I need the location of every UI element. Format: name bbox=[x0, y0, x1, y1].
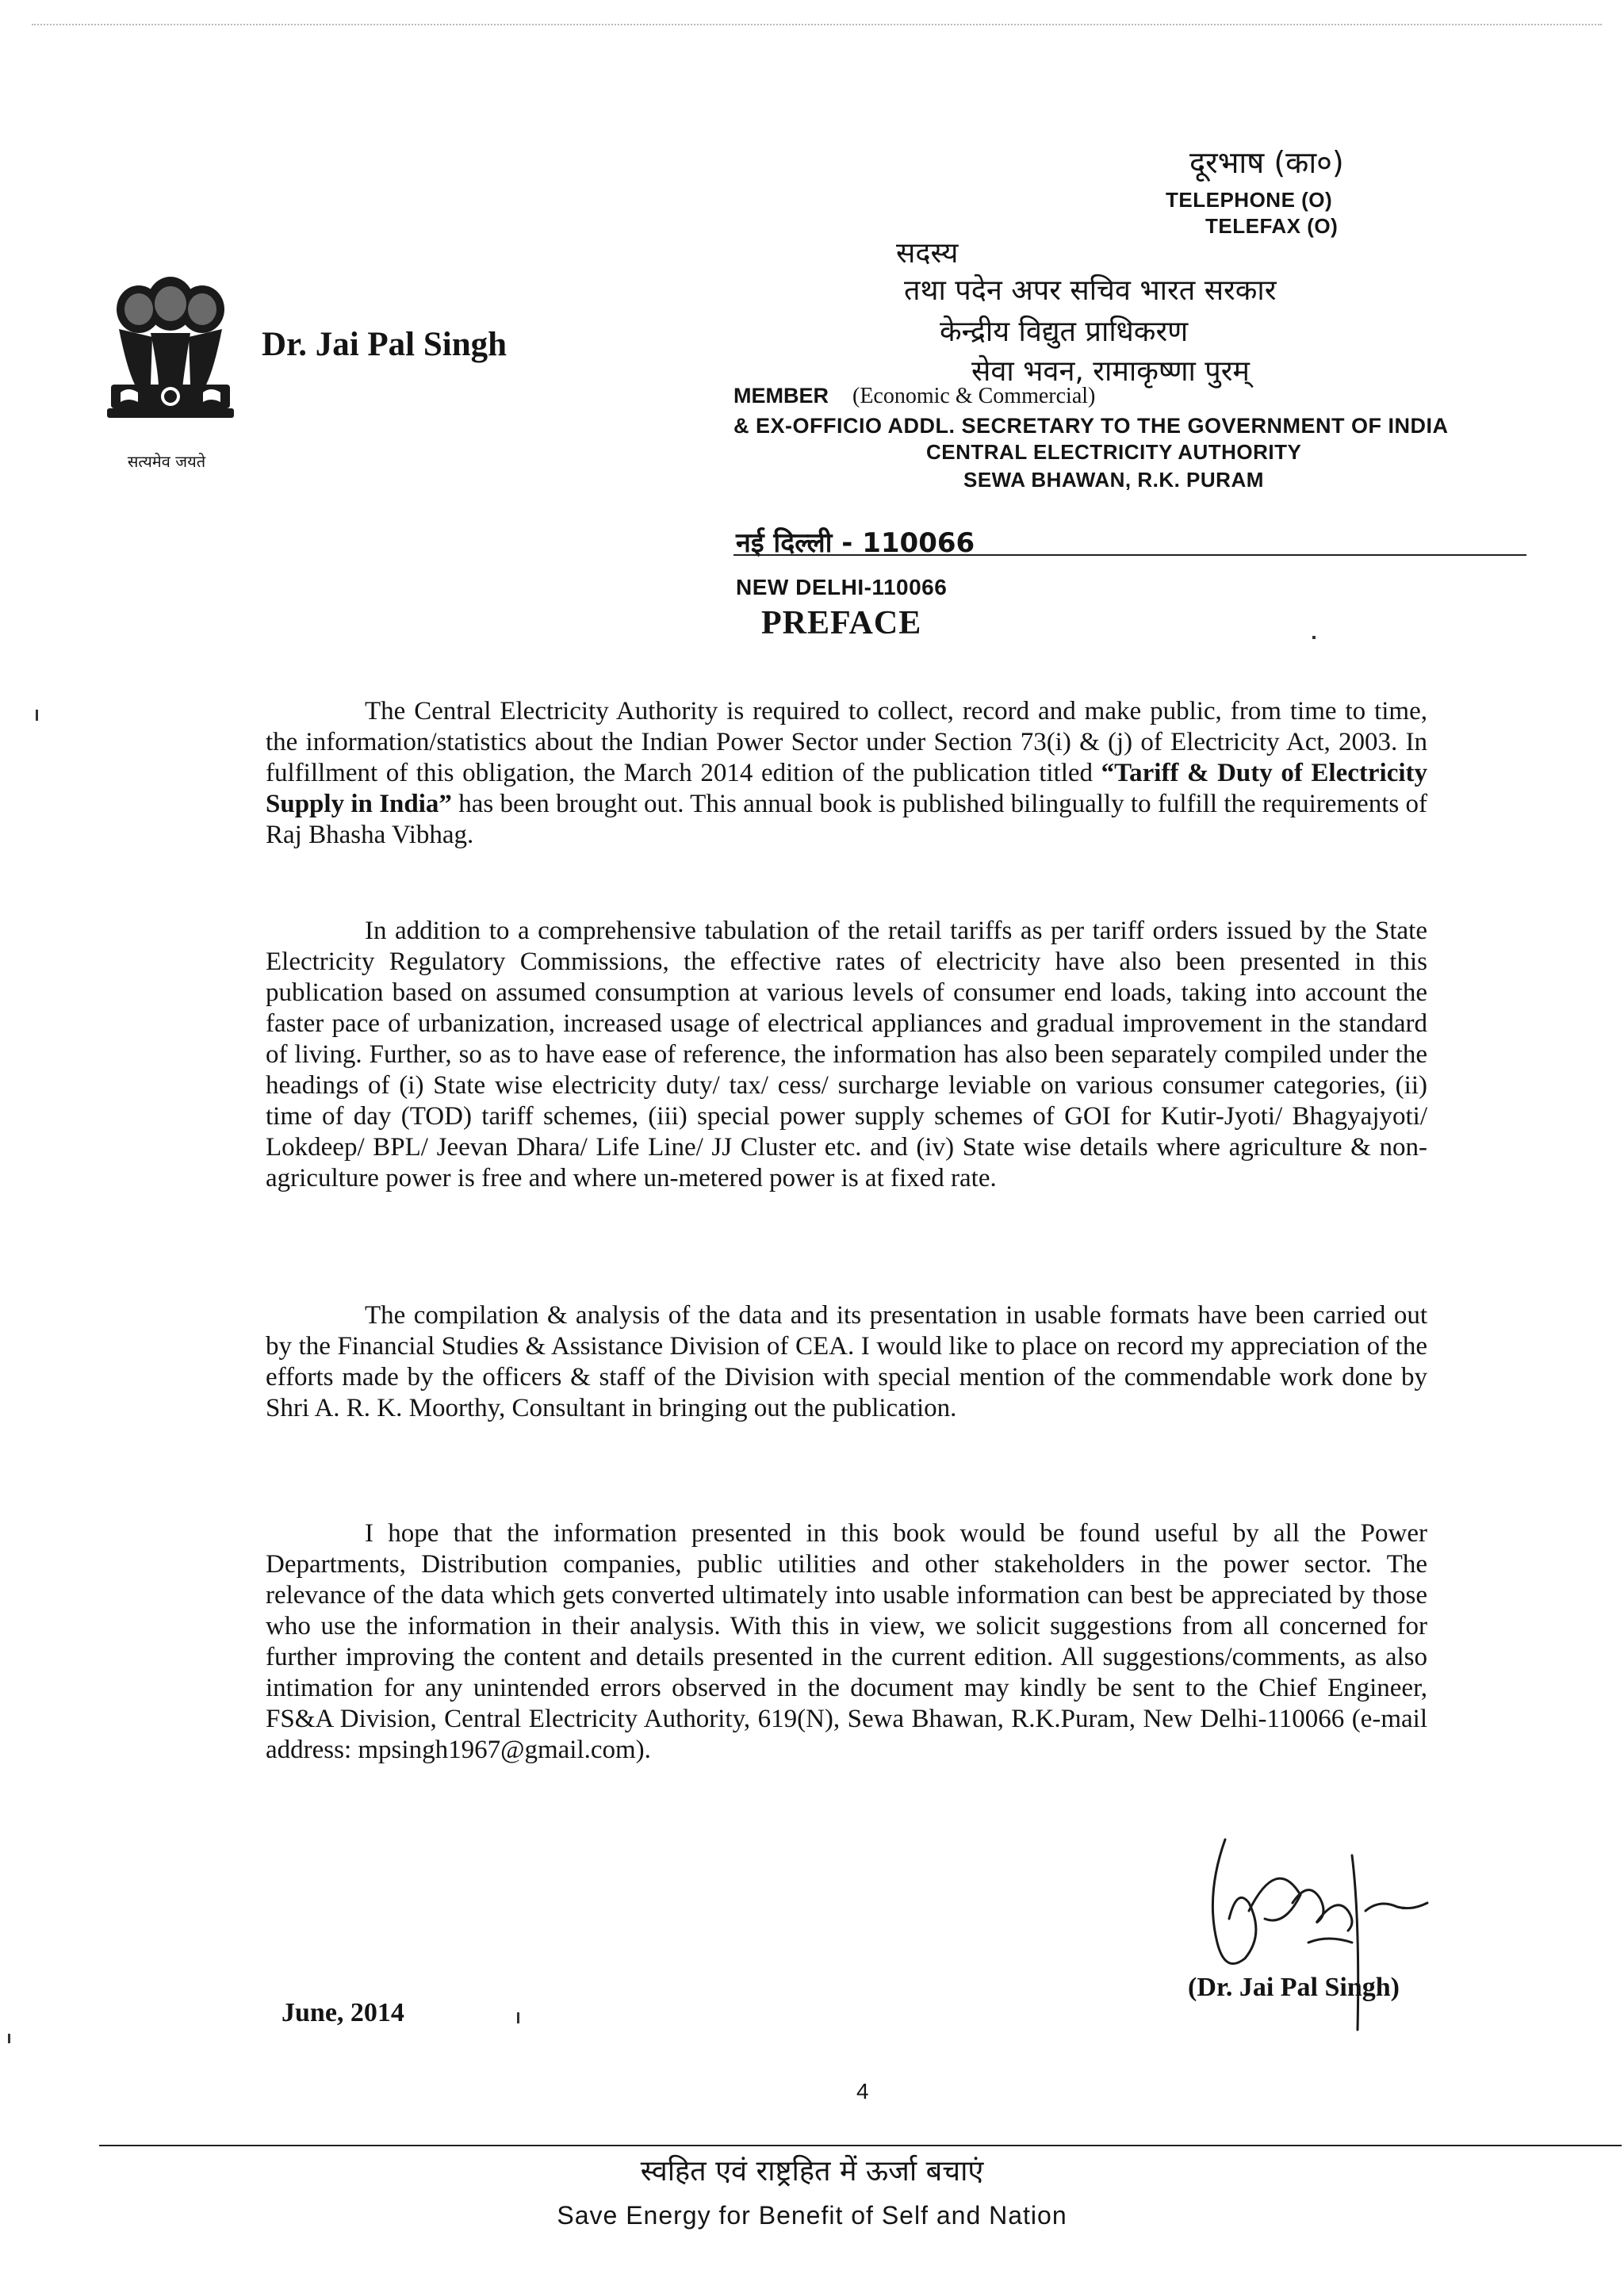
member-hindi: सदस्य bbox=[896, 237, 959, 270]
address-english: SEWA BHAWAN, R.K. PURAM bbox=[963, 468, 1264, 492]
member-role: (Economic & Commercial) bbox=[852, 384, 1096, 408]
scan-speck bbox=[517, 2012, 519, 2023]
telefax-label: TELEFAX (O) bbox=[1205, 214, 1339, 238]
scan-speck bbox=[36, 710, 38, 721]
address-hindi: सेवा भवन, रामाकृष्णा पुरम् bbox=[971, 355, 1250, 388]
telephone-hindi: दूरभाष (का०) bbox=[1189, 145, 1344, 180]
signatory-name: (Dr. Jai Pal Singh) bbox=[1188, 1973, 1400, 2002]
letterhead-name: Dr. Jai Pal Singh bbox=[262, 326, 508, 363]
scan-top-edge bbox=[32, 24, 1602, 27]
page-title: PREFACE bbox=[761, 605, 922, 641]
national-emblem-icon bbox=[103, 274, 238, 468]
city-hindi: नई दिल्ली - 110066 bbox=[736, 527, 975, 559]
authority-english: CENTRAL ELECTRICITY AUTHORITY bbox=[926, 440, 1302, 464]
paragraph-2 bbox=[266, 916, 1427, 1194]
authority-hindi: केन्द्रीय विद्युत प्राधिकरण bbox=[940, 316, 1189, 348]
footer-slogan-english: Save Energy for Benefit of Self and Nation bbox=[557, 2201, 1067, 2230]
designation-hindi: तथा पदेन अपर सचिव भारत सरकार bbox=[904, 274, 1277, 307]
telephone-label: TELEPHONE (O) bbox=[1166, 188, 1333, 212]
footer-rule bbox=[99, 2145, 1622, 2146]
member-line bbox=[733, 384, 1095, 409]
paragraph-1 bbox=[266, 696, 1427, 851]
scan-speck bbox=[1312, 636, 1316, 639]
paragraph-2-text: In addition to a comprehensive tabulation of the retail tariffs as per tariff orders issued by the State Electricity Regulatory Commissions, the effective rates of electricity have also been presented in this publication based on assumed consumption at various levels of consumer end loads, taking into account the faster pace of urbanization, increased usage of electrical appliances and gradual improvement in the standard of living. Further, so as to have ease of reference, the information has also been separately compiled under the headings of (i) State wise electricity duty/ tax/ cess/ surcharge leviable on various consumer categories, (ii) time of day (TOD) tariff schemes, (iii) special power supply schemes of GOI for Kutir-Jyoti/ Bhagyajyoti/ Lokdeep/ BPL/ Jeevan Dhara/ Life Line/ JJ Cluster etc. and (iv) State wise details where agriculture & non-agriculture power is free and where un-metered power is at fixed rate. bbox=[266, 917, 1427, 1192]
scan-speck bbox=[8, 2034, 10, 2043]
page-number: 4 bbox=[856, 2079, 869, 2104]
member-label: MEMBER bbox=[733, 384, 829, 408]
designation-english: & EX-OFFICIO ADDL. SECRETARY TO THE GOVERNMENT OF INDIA bbox=[733, 414, 1449, 438]
paragraph-3 bbox=[266, 1300, 1427, 1424]
paragraph-3-text: The compilation & analysis of the data and its presentation in usable formats have been carried out by the Financial Studies & Assistance Division of CEA. I would like to place on record my appreciation of the efforts made by the officers & staff of the Division with special mention of the commendable work done by Shri A. R. K. Moorthy, Consultant in bringing out the publication. bbox=[266, 1301, 1427, 1422]
emblem-motto: सत्यमेव जयते bbox=[127, 452, 206, 471]
handwritten-signature bbox=[1189, 1824, 1443, 2046]
paragraph-1-text-a: The Central Electricity Authority is required to collect, record and make public, from time to time, the information/statistics about the Indian Power Sector under Section 73(i) & (j) of Electricity Act, 2003. In fulfillment of this obligation, the March 2014 edition of the publication titled bbox=[266, 697, 1427, 787]
paragraph-4 bbox=[266, 1518, 1427, 1766]
paragraph-1-text-b: has been brought out. This annual book is published bilingually to fulfill the requirements of Raj Bhasha Vibhag. bbox=[266, 790, 1427, 849]
header-rule bbox=[733, 554, 1526, 556]
footer-slogan-hindi: स्वहित एवं राष्ट्रहित में ऊर्जा बचाएं bbox=[640, 2155, 984, 2188]
paragraph-4-text: I hope that the information presented in this book would be found useful by all the Power Departments, Distribution companies, public utilities and other stakeholders in the power sector. The relevance of the data which gets converted ultimately into usable information can best be appreciated by those who use the information in their analysis. With this in view, we solicit suggestions from all concerned for further improving the content and details presented in the current edition. All suggestions/comments, as also intimation for any unintended errors observed in the document may kindly be sent to the Chief Engineer, FS&A Division, Central Electricity Authority, 619(N), Sewa Bhawan, R.K.Puram, New Delhi-110066 (e-mail address: mpsingh1967@gmail.com). bbox=[266, 1519, 1427, 1764]
publication-title: “Tariff & Duty of Electricity Supply in India” bbox=[266, 759, 1428, 818]
city-english: NEW DELHI-110066 bbox=[736, 575, 948, 599]
letter-date: June, 2014 bbox=[282, 1998, 404, 2027]
